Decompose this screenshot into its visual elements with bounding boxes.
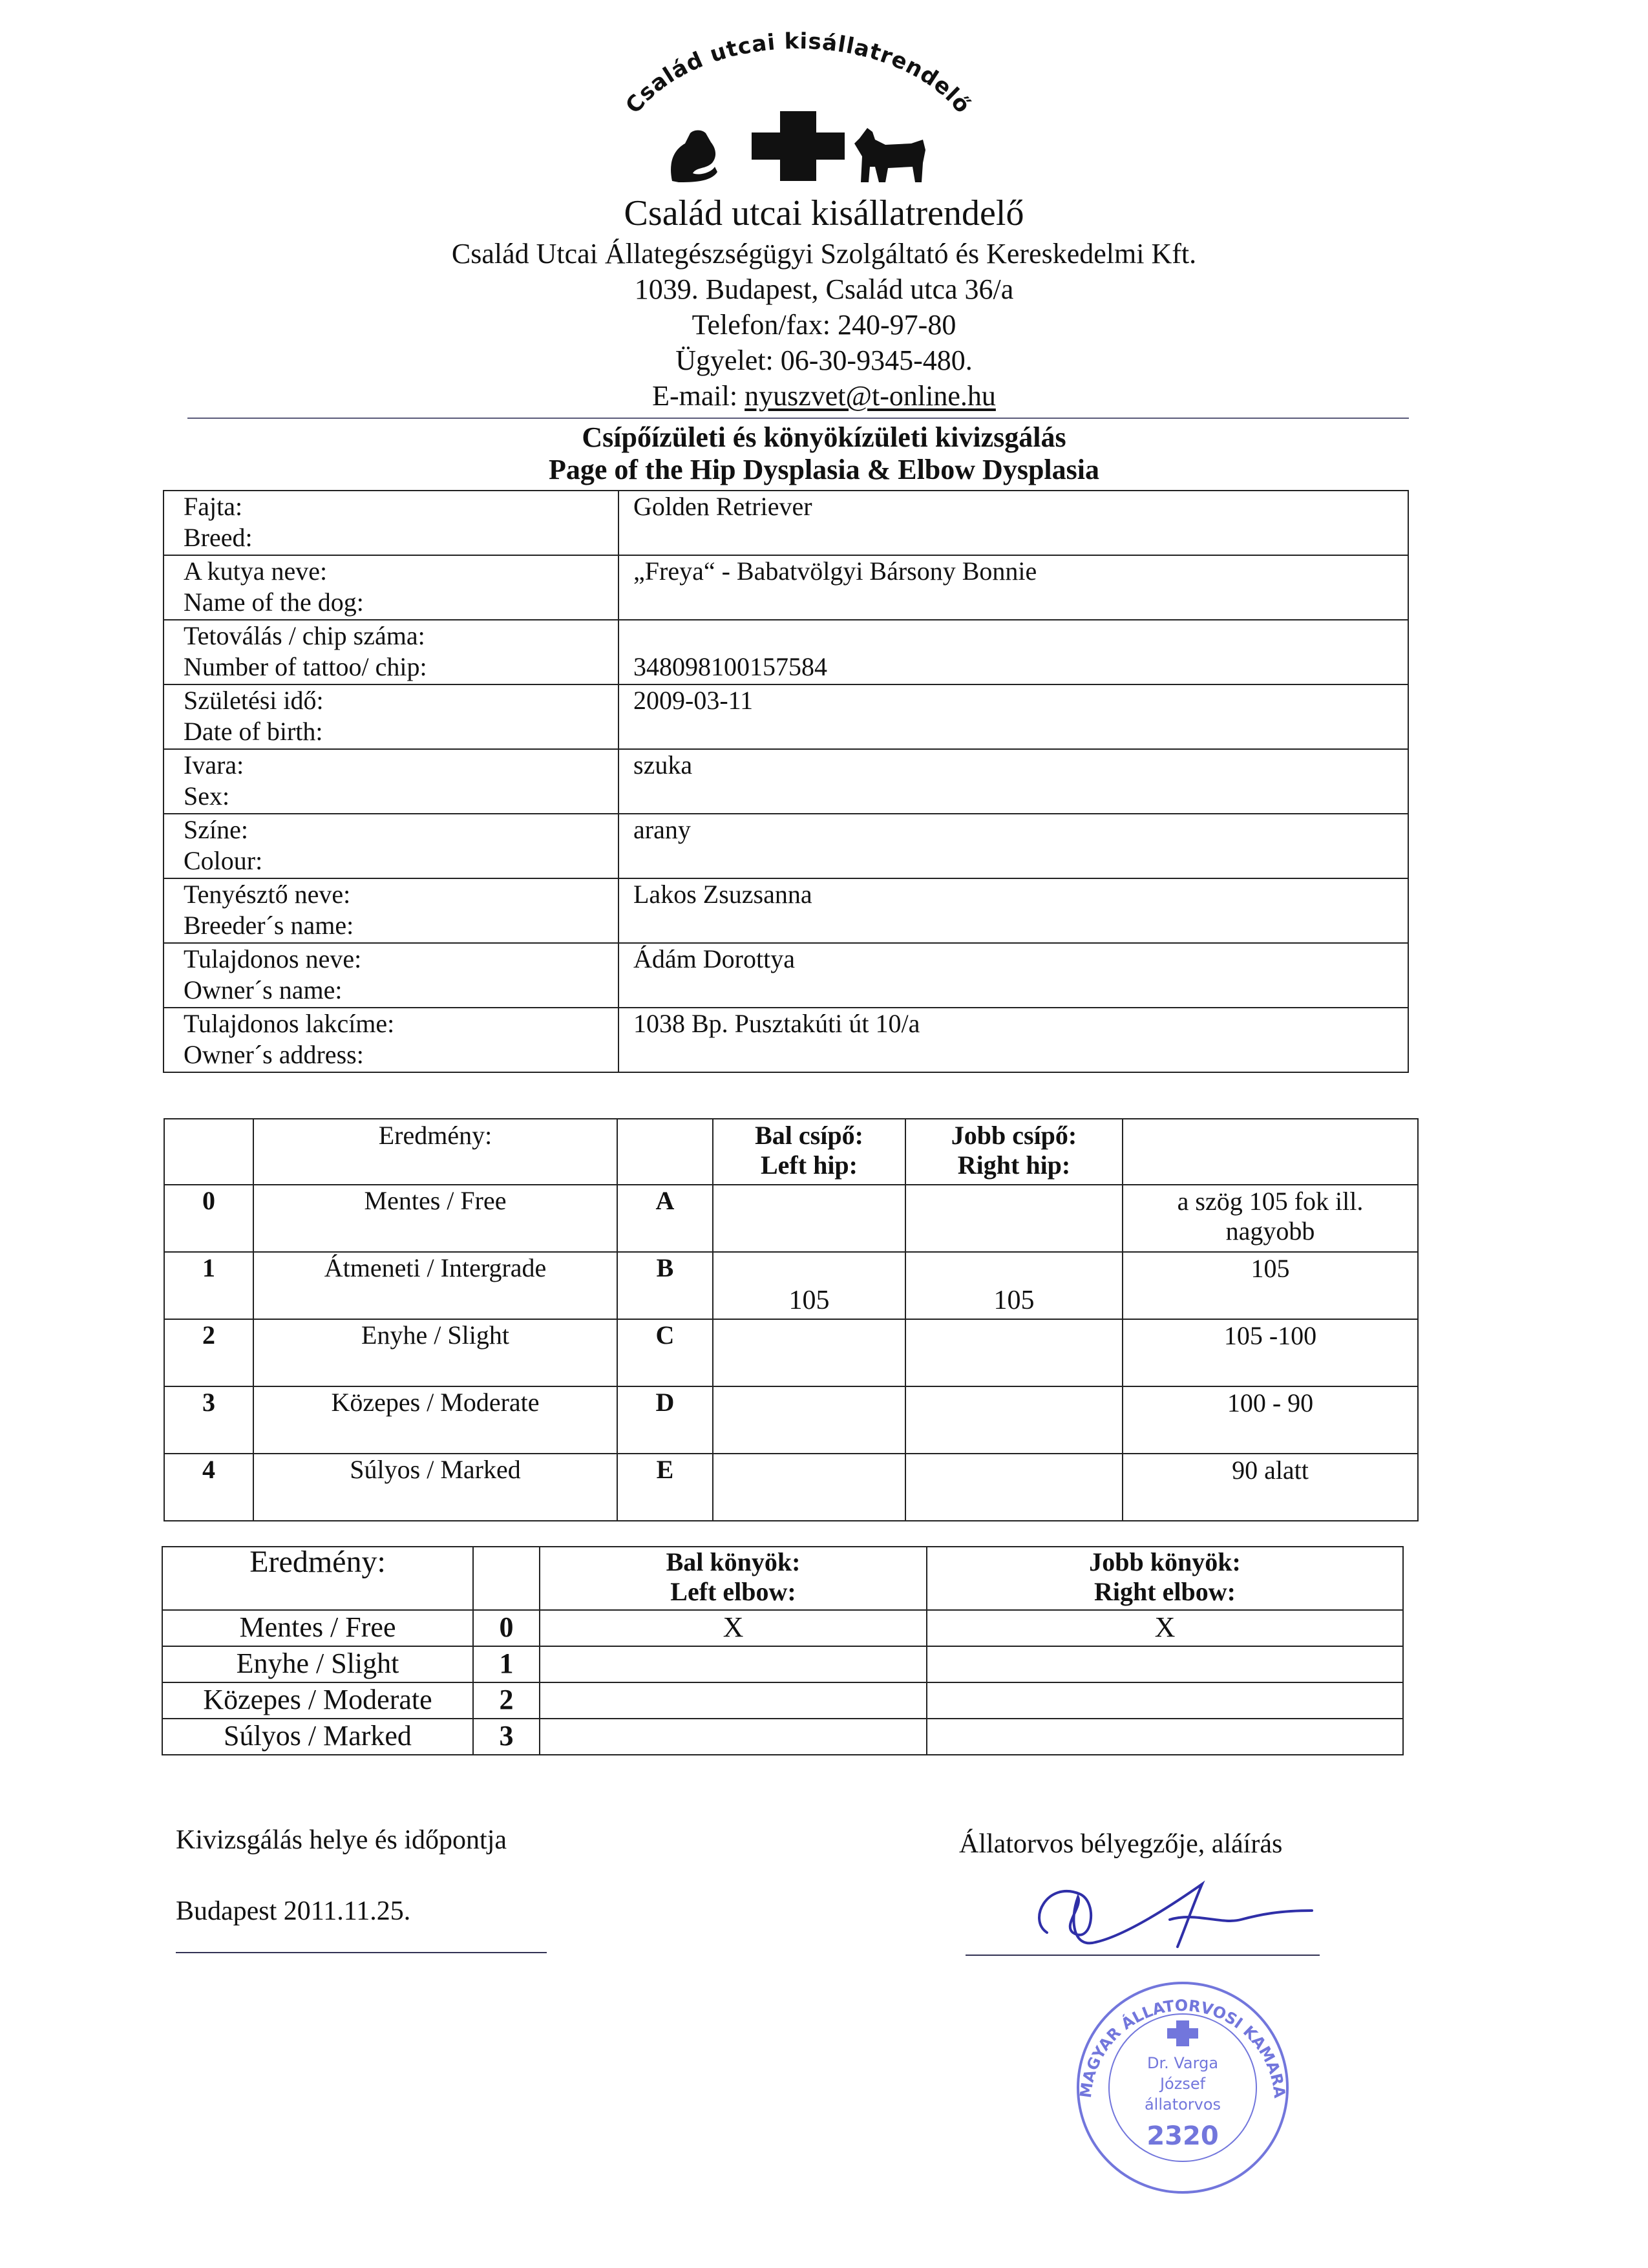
stamp-name-line3: állatorvos: [1144, 2095, 1221, 2114]
clinic-name: Család utcai kisállatrendelő: [624, 193, 1024, 233]
doc-title-hu: Csípőízületi és könyökízületi kivizsgálás: [582, 421, 1066, 453]
elbow-grade-name: Mentes / Free: [162, 1610, 473, 1646]
signature-underline: [966, 1955, 1320, 1956]
hip-header-left-hu: Bal csípő:: [755, 1121, 863, 1150]
hip-angle-range-line1: 105: [1251, 1254, 1290, 1283]
elbow-header-left-hu: Bal könyök:: [666, 1547, 801, 1576]
hip-left-value: 105: [713, 1252, 905, 1319]
info-value: Ádám Dorottya: [633, 944, 795, 973]
hip-grade-letter: E: [617, 1454, 713, 1521]
hip-grade-number: 0: [164, 1185, 253, 1252]
info-row: [164, 684, 1408, 749]
hip-header-result: Eredmény:: [253, 1119, 617, 1185]
info-value: „Freya“ - Babatvölgyi Bársony Bonnie: [633, 556, 1037, 586]
elbow-grade-name: Súlyos / Marked: [162, 1719, 473, 1755]
clinic-email-line: [0, 380, 1648, 412]
info-label-hu: Tulajdonos neve:: [184, 944, 362, 973]
hip-grade-letter: B: [617, 1252, 713, 1319]
hip-left-value: [713, 1185, 905, 1252]
hip-header-left-en: Left hip:: [761, 1150, 858, 1180]
info-label-en: Breeder´s name:: [184, 911, 354, 940]
info-value: Golden Retriever: [633, 492, 812, 521]
elbow-left-mark: [540, 1682, 927, 1719]
info-label-hu: Ivara:: [184, 750, 244, 779]
vet-stamp-signature-label: Állatorvos bélyegzője, aláírás: [959, 1829, 1283, 1859]
hip-header-letter: [617, 1119, 713, 1185]
hip-angle-range-line1: 90 alatt: [1232, 1456, 1309, 1485]
elbow-right-mark: [927, 1646, 1403, 1682]
hip-right-value: [905, 1185, 1123, 1252]
hip-header-grade: [164, 1119, 253, 1185]
hip-grade-name: Átmeneti / Intergrade: [253, 1252, 617, 1319]
info-label-en: Breed:: [184, 523, 253, 552]
hip-left-value: [713, 1454, 905, 1521]
info-label-cell: [164, 491, 618, 555]
info-label-cell: [164, 620, 618, 684]
stamp-cross-icon: [1167, 2020, 1198, 2046]
hip-row: [164, 1454, 1418, 1521]
info-row: [164, 943, 1408, 1008]
info-label-en: Owner´s address:: [184, 1040, 364, 1069]
info-value-cell: [618, 491, 1408, 555]
clinic-duty-phone: Ügyelet: 06-30-9345-480.: [675, 344, 973, 376]
hip-angle-range-line1: 105 -100: [1223, 1321, 1317, 1350]
cross-icon: [752, 111, 845, 181]
hip-grade-name: Súlyos / Marked: [253, 1454, 617, 1521]
info-label-hu: Születési idő:: [184, 686, 324, 715]
hip-header-right-en: Right hip:: [957, 1150, 1071, 1180]
info-value-cell: [618, 555, 1408, 620]
elbow-row: [162, 1610, 1403, 1646]
clinic-logo: [595, 26, 1002, 187]
elbow-left-mark: X: [540, 1610, 927, 1646]
info-row: [164, 749, 1408, 814]
elbow-left-mark: [540, 1646, 927, 1682]
logo-arc-text: Család utcai kisállatrendelő: [620, 28, 976, 119]
place-date-underline: [176, 1952, 547, 1953]
info-label-cell: [164, 555, 618, 620]
info-value-cell: [618, 749, 1408, 814]
elbow-header-left-en: Left elbow:: [670, 1577, 796, 1606]
stamp-number: 2320: [1146, 2121, 1219, 2151]
hip-grade-number: 3: [164, 1386, 253, 1454]
elbow-grade-number: 3: [473, 1719, 540, 1755]
info-row: [164, 1008, 1408, 1072]
stamp-name-line2: József: [1159, 2075, 1206, 2093]
info-value: Lakos Zsuzsanna: [633, 880, 812, 909]
hip-row: [164, 1252, 1418, 1319]
clinic-address: 1039. Budapest, Család utca 36/a: [634, 273, 1014, 305]
elbow-grade-name: Közepes / Moderate: [162, 1682, 473, 1719]
info-value-cell: [618, 684, 1408, 749]
hip-right-value: 105: [905, 1252, 1123, 1319]
hip-grade-letter: D: [617, 1386, 713, 1454]
hip-angle-range: [1123, 1386, 1418, 1454]
hip-header-right-hu: Jobb csípő:: [951, 1121, 1077, 1150]
elbow-header-left: [540, 1547, 927, 1610]
info-row: [164, 878, 1408, 943]
hip-row: [164, 1185, 1418, 1252]
hip-angle-range: [1123, 1319, 1418, 1386]
info-label-cell: [164, 814, 618, 878]
vet-stamp: [1073, 1978, 1293, 2198]
hip-angle-range-line1: a szög 105 fok ill.: [1177, 1187, 1364, 1216]
dog-info-table: [163, 490, 1409, 1073]
hip-angle-range: [1123, 1185, 1418, 1252]
clinic-phone: Telefon/fax: 240-97-80: [692, 309, 956, 341]
elbow-grade-number: 2: [473, 1682, 540, 1719]
hip-header-row: [164, 1119, 1418, 1185]
info-value: 348098100157584: [633, 652, 827, 681]
cat-silhouette-icon: [671, 131, 717, 183]
elbow-grade-name: Enyhe / Slight: [162, 1646, 473, 1682]
hip-grade-number: 1: [164, 1252, 253, 1319]
info-row: [164, 620, 1408, 684]
info-label-cell: [164, 749, 618, 814]
info-label-en: Owner´s name:: [184, 975, 343, 1004]
hip-header-right: [905, 1119, 1123, 1185]
hip-row: [164, 1386, 1418, 1454]
hip-left-value: [713, 1319, 905, 1386]
hip-grade-name: Mentes / Free: [253, 1185, 617, 1252]
info-label-hu: Tulajdonos lakcíme:: [184, 1009, 395, 1038]
info-label-en: Number of tattoo/ chip:: [184, 652, 427, 681]
elbow-header-right: [927, 1547, 1403, 1610]
info-value-cell: [618, 620, 1408, 684]
elbow-row: [162, 1682, 1403, 1719]
info-row: [164, 555, 1408, 620]
info-value-cell: [618, 943, 1408, 1008]
elbow-header-grade: [473, 1547, 540, 1610]
elbow-right-mark: X: [927, 1610, 1403, 1646]
info-row: [164, 491, 1408, 555]
hip-grade-number: 4: [164, 1454, 253, 1521]
hip-grade-name: Közepes / Moderate: [253, 1386, 617, 1454]
info-label-hu: Fajta:: [184, 492, 243, 521]
email-link[interactable]: nyuszvet@t-online.hu: [745, 380, 996, 412]
info-label-cell: [164, 1008, 618, 1072]
hip-angle-range-line1: 100 - 90: [1227, 1388, 1314, 1417]
hip-left-value: [713, 1386, 905, 1454]
hip-grade-number: 2: [164, 1319, 253, 1386]
stamp-ring-text: MAGYAR ÁLLATORVOSI KAMARA: [1076, 1996, 1289, 2099]
elbow-header-result: Eredmény:: [162, 1547, 473, 1610]
header-divider: [187, 418, 1409, 419]
dog-silhouette-icon: [854, 128, 925, 182]
info-label-cell: [164, 943, 618, 1008]
hip-right-value: [905, 1454, 1123, 1521]
elbow-grade-number: 1: [473, 1646, 540, 1682]
exam-place-date-label: Kivizsgálás helye és időpontja: [176, 1825, 507, 1855]
hip-grade-letter: A: [617, 1185, 713, 1252]
info-value: 1038 Bp. Pusztakúti út 10/a: [633, 1009, 920, 1038]
hip-grade-name: Enyhe / Slight: [253, 1319, 617, 1386]
elbow-header-row: [162, 1547, 1403, 1610]
elbow-right-mark: [927, 1719, 1403, 1755]
info-value: szuka: [633, 750, 693, 779]
hip-grade-letter: C: [617, 1319, 713, 1386]
info-label-en: Colour:: [184, 846, 263, 875]
info-value: 2009-03-11: [633, 686, 754, 715]
info-value-cell: [618, 1008, 1408, 1072]
info-value-spacer: [633, 620, 1408, 652]
hip-dysplasia-table: [164, 1118, 1419, 1521]
info-value-cell: [618, 814, 1408, 878]
doc-title-en: Page of the Hip Dysplasia & Elbow Dysplasia: [549, 454, 1099, 485]
hip-angle-range-line2: nagyobb: [1225, 1216, 1315, 1245]
info-label-en: Date of birth:: [184, 717, 323, 746]
hip-header-range: [1123, 1119, 1418, 1185]
elbow-header-right-hu: Jobb könyök:: [1089, 1547, 1241, 1576]
elbow-grade-number: 0: [473, 1610, 540, 1646]
stamp-name-line1: Dr. Varga: [1146, 2054, 1219, 2072]
hip-right-value: [905, 1386, 1123, 1454]
info-value: arany: [633, 815, 691, 844]
info-label-en: Sex:: [184, 781, 230, 811]
info-label-en: Name of the dog:: [184, 588, 364, 617]
email-label: E-mail:: [652, 380, 745, 412]
info-label-cell: [164, 684, 618, 749]
hip-angle-range: [1123, 1454, 1418, 1521]
elbow-dysplasia-table: [162, 1546, 1404, 1755]
info-value-cell: [618, 878, 1408, 943]
info-label-hu: Színe:: [184, 815, 248, 844]
elbow-left-mark: [540, 1719, 927, 1755]
elbow-right-mark: [927, 1682, 1403, 1719]
info-label-hu: Tenyésztő neve:: [184, 880, 351, 909]
exam-place-date-value: Budapest 2011.11.25.: [176, 1896, 411, 1926]
company-name: Család Utcai Állategészségügyi Szolgáltató és Kereskedelmi Kft.: [451, 238, 1197, 270]
info-label-hu: A kutya neve:: [184, 556, 328, 586]
elbow-row: [162, 1646, 1403, 1682]
elbow-row: [162, 1719, 1403, 1755]
vet-signature: [1008, 1874, 1331, 1952]
elbow-header-right-en: Right elbow:: [1094, 1577, 1236, 1606]
hip-angle-range: [1123, 1252, 1418, 1319]
hip-right-value: [905, 1319, 1123, 1386]
info-label-hu: Tetoválás / chip száma:: [184, 621, 425, 650]
info-label-cell: [164, 878, 618, 943]
hip-row: [164, 1319, 1418, 1386]
hip-header-left: [713, 1119, 905, 1185]
info-row: [164, 814, 1408, 878]
